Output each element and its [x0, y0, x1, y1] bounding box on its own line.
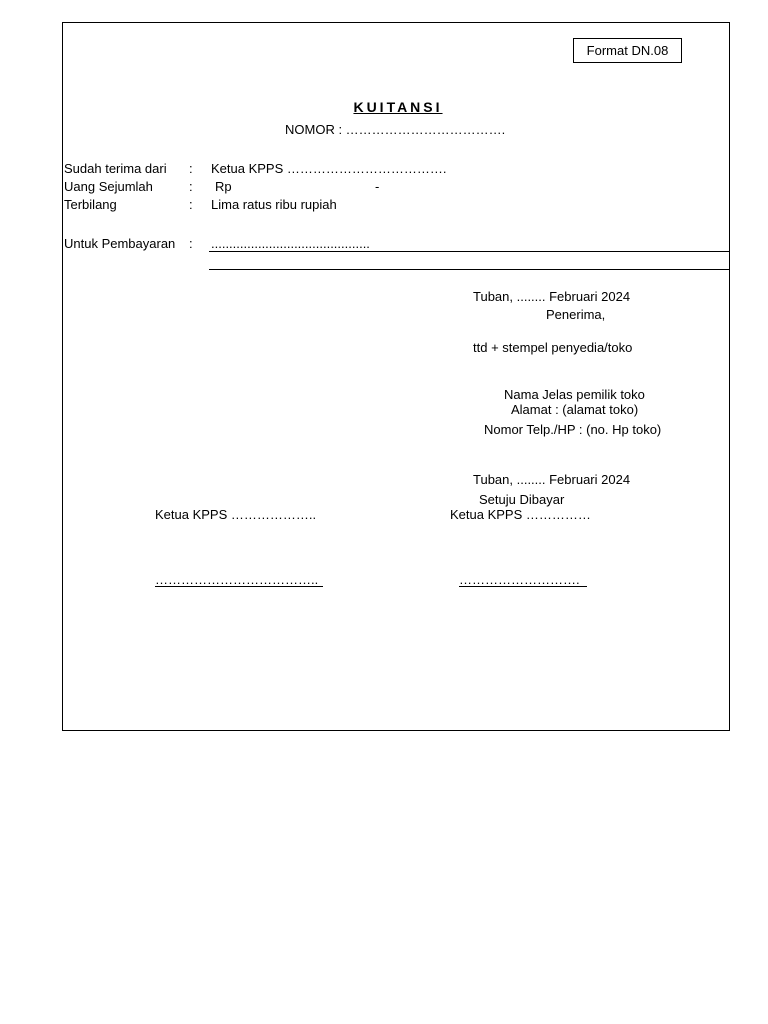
signature-note: ttd + stempel penyedia/toko: [473, 340, 633, 355]
receiver-date: Tuban, ........ Februari 2024: [473, 289, 631, 304]
payment-for-value: ............................................: [211, 236, 370, 251]
approval-date: Tuban, ........ Februari 2024: [473, 472, 631, 487]
right-signer: Ketua KPPS ……………: [450, 507, 591, 522]
approve-label: Setuju Dibayar: [479, 492, 565, 507]
right-sign-line: ……………………….: [459, 572, 580, 587]
payment-line-1: [209, 251, 730, 252]
receipt-number: NOMOR : ……………………………….: [285, 122, 506, 137]
payment-for-colon: :: [189, 236, 193, 251]
received-from-label: Sudah terima dari: [64, 161, 167, 176]
received-from-value: Ketua KPPS ……………………………….: [211, 161, 447, 176]
receipt-title: KUITANSI: [353, 99, 443, 115]
amount-value: -: [375, 179, 380, 194]
amount-label: Uang Sejumlah: [64, 179, 153, 194]
format-label: Format DN.08: [586, 43, 669, 58]
receiver-role: Penerima,: [546, 307, 606, 322]
owner-address: Alamat : (alamat toko): [511, 402, 639, 417]
payment-for-label: Untuk Pembayaran: [64, 236, 176, 251]
format-label-box: [573, 38, 682, 63]
owner-phone: Nomor Telp./HP : (no. Hp toko): [484, 422, 662, 437]
left-signer: Ketua KPPS ………………..: [155, 507, 317, 522]
amount-colon: :: [189, 179, 193, 194]
amount-currency: Rp: [215, 179, 232, 194]
in-words-value: Lima ratus ribu rupiah: [211, 197, 337, 212]
right-sign-underline: [459, 586, 587, 587]
payment-line-2: [209, 269, 730, 270]
in-words-colon: :: [189, 197, 193, 212]
left-sign-line: ………………………………..: [155, 572, 319, 587]
owner-name: Nama Jelas pemilik toko: [504, 387, 645, 402]
received-from-colon: :: [189, 161, 193, 176]
left-sign-underline: [155, 586, 323, 587]
in-words-label: Terbilang: [64, 197, 117, 212]
